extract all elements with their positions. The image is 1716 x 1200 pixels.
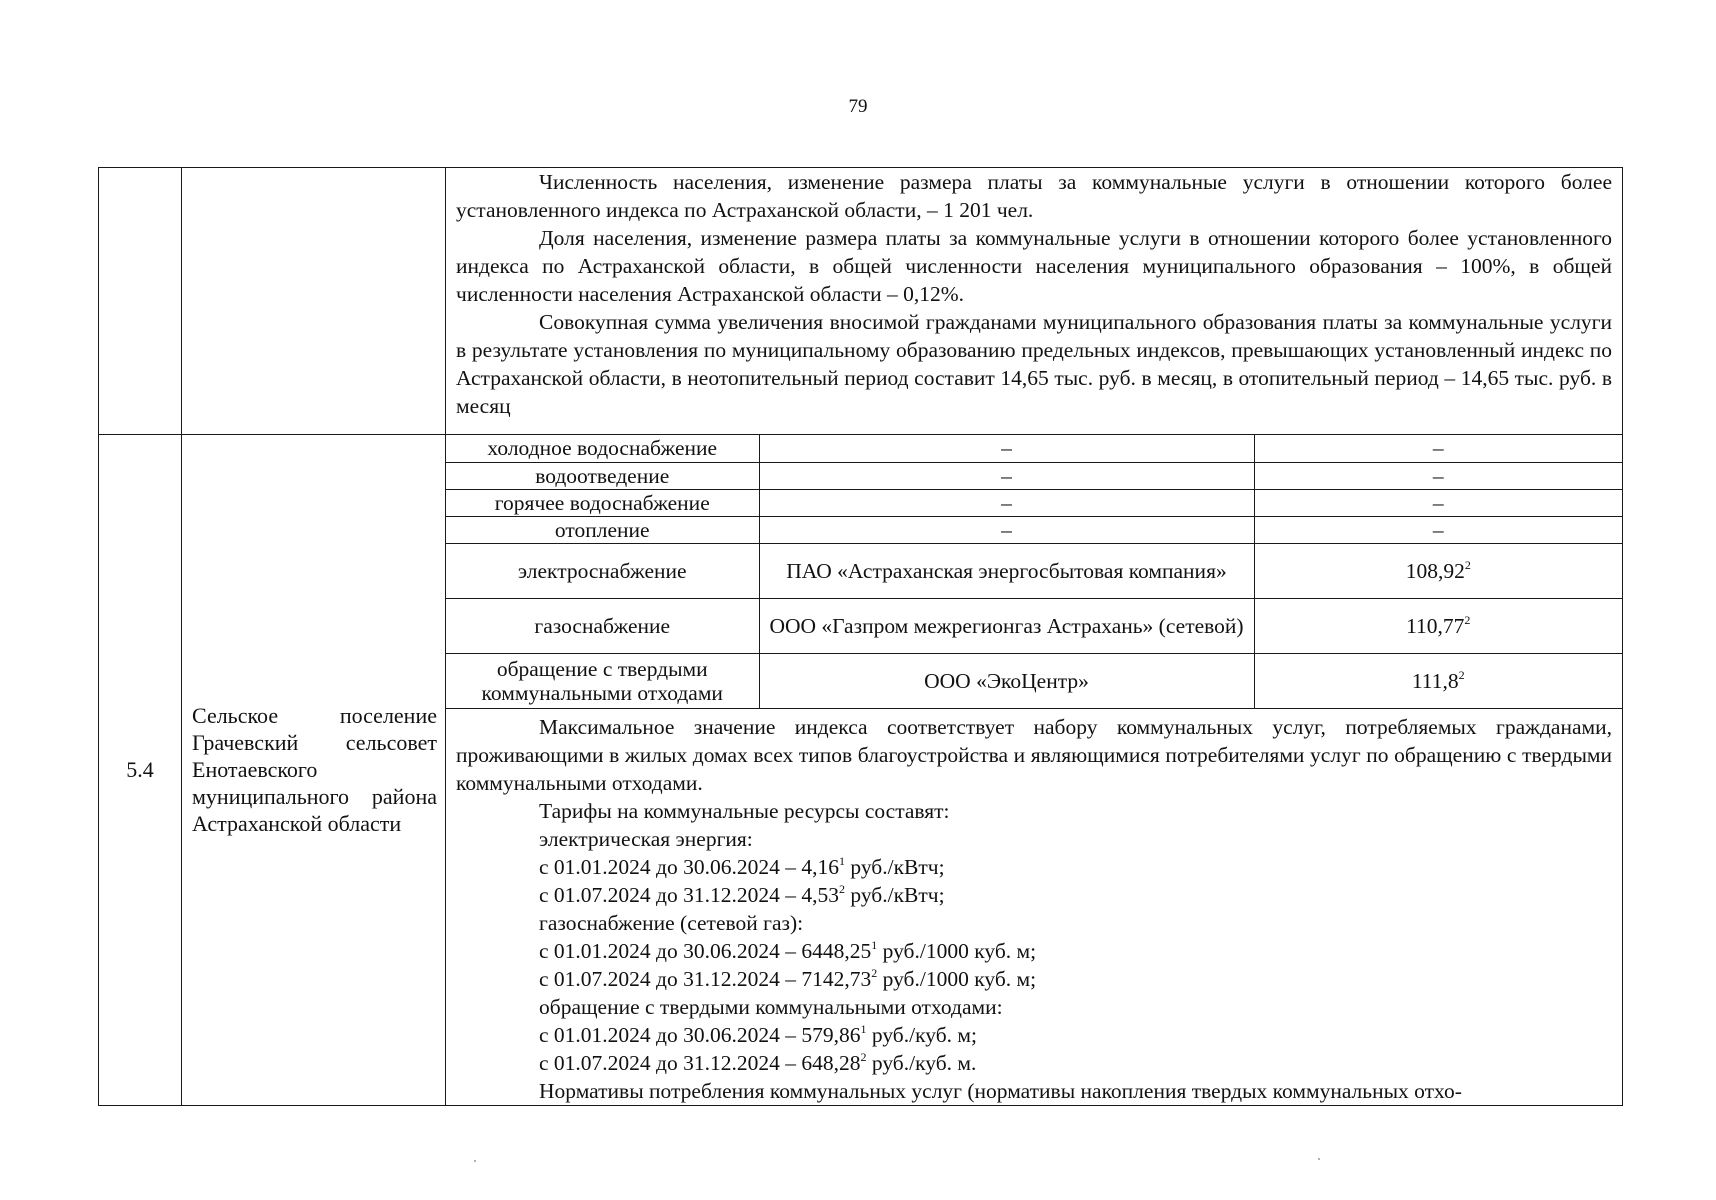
service-index: – xyxy=(1254,516,1622,543)
service-provider: – xyxy=(759,489,1254,516)
service-row xyxy=(446,435,1622,462)
empty-name-cell xyxy=(182,168,446,435)
service-name: холодное водоснабжение xyxy=(446,435,759,462)
footnote-mark: 2 xyxy=(1458,667,1465,682)
index-value: 111,8 xyxy=(1411,668,1459,693)
tariff-line: обращение с твердыми коммунальными отходами: xyxy=(539,994,1003,1019)
service-provider: – xyxy=(759,516,1254,543)
tariff-line: с 01.07.2024 до 31.12.2024 – 4,53$^2$ руб./кВтч; xyxy=(539,881,945,907)
service-name: газоснабжение xyxy=(446,598,759,653)
service-row xyxy=(446,462,1622,489)
tariffs-heading: Тарифы на коммунальные ресурсы составят: xyxy=(539,798,950,823)
total-increase-paragraph: Совокупная сумма увеличения вносимой гражданами муниципального образования платы за коммунальные услуги в результате установления по муниципальному образованию предельных индексов, превышающих установленный индекс по Астраханской области, в неотопительный период составит 14,65 тыс. руб. в месяц, в отопительный период – 14,65 тыс. руб. в месяц xyxy=(456,310,1612,418)
tariff-line: с 01.01.2024 до 30.06.2024 – 579,86$^1$ руб./куб. м; xyxy=(539,1021,977,1047)
empty-number-cell xyxy=(99,168,182,435)
tariff-line: с 01.01.2024 до 30.06.2024 – 4,16$^1$ руб./кВтч; xyxy=(539,853,945,879)
service-index: – xyxy=(1254,462,1622,489)
service-provider: ООО «ЭкоЦентр» xyxy=(759,653,1254,708)
municipality-name: Сельское поселение Грачевский сельсовет Енотаевского муниципального района Астраханской области xyxy=(192,703,437,837)
norms-paragraph-start: Нормативы потребления коммунальных услуг (нормативы накопления твердых коммунальных отхо- xyxy=(539,1078,1462,1103)
service-row xyxy=(446,653,1622,708)
services-table xyxy=(446,435,1622,709)
tariff-line: с 01.07.2024 до 31.12.2024 – 648,28$^2$ руб./куб. м. xyxy=(539,1049,977,1075)
service-provider: ПАО «Астраханская энергосбытовая компания» xyxy=(759,543,1254,598)
index-value: 108,92 xyxy=(1405,558,1465,583)
population-paragraph: Численность населения, изменение размера платы за коммунальные услуги в отношении которого более установленного индекса по Астраханской области, – 1 201 чел. xyxy=(456,170,1612,222)
continuation-text-cell xyxy=(446,168,1623,435)
service-name: электроснабжение xyxy=(446,543,759,598)
table-row-continuation xyxy=(99,168,1623,435)
tariff-line: с 01.07.2024 до 31.12.2024 – 7142,73$^2$ руб./1000 куб. м; xyxy=(539,965,1037,991)
max-index-paragraph: Максимальное значение индекса соответствует набору коммунальных услуг, потребляемых гражданами, проживающими в жилых домах всех типов благоустройства и являющимися потребителями услуг по обращению с твердыми коммунальными отходами. xyxy=(456,714,1612,795)
tariff-line: с 01.01.2024 до 30.06.2024 – 6448,25$^1$ руб./1000 куб. м; xyxy=(539,937,1037,963)
service-name: горячее водоснабжение xyxy=(446,489,759,516)
page-number: 79 xyxy=(848,96,868,117)
service-row xyxy=(446,516,1622,543)
service-index xyxy=(1254,598,1622,653)
main-table xyxy=(98,167,1623,1106)
service-name: обращение с твердыми коммунальными отходами xyxy=(446,653,759,708)
service-provider: – xyxy=(759,462,1254,489)
index-value: 110,77 xyxy=(1406,613,1465,638)
tariff-line: газоснабжение (сетевой газ): xyxy=(539,910,804,935)
table-row-5-4 xyxy=(99,435,1623,1106)
service-row xyxy=(446,543,1622,598)
tariff-line: электрическая энергия: xyxy=(539,826,753,851)
footnote-mark: 2 xyxy=(1464,612,1471,627)
service-row xyxy=(446,598,1622,653)
service-index: – xyxy=(1254,489,1622,516)
municipality-name-cell xyxy=(182,435,446,1106)
service-name: отопление xyxy=(446,516,759,543)
service-index xyxy=(1254,543,1622,598)
service-row xyxy=(446,489,1622,516)
service-provider: ООО «Газпром межрегионгаз Астрахань» (сетевой) xyxy=(759,598,1254,653)
services-cell xyxy=(446,435,1623,1106)
scan-speck xyxy=(474,1160,476,1162)
row-number: 5.4 xyxy=(99,435,182,1106)
footnote-mark: 2 xyxy=(1464,557,1471,572)
service-index xyxy=(1254,653,1622,708)
service-provider: – xyxy=(759,435,1254,462)
scan-speck xyxy=(1318,1158,1320,1160)
service-name: водоотведение xyxy=(446,462,759,489)
population-share-paragraph: Доля населения, изменение размера платы за коммунальные услуги в отношении которого более установленного индекса по Астраханской области, в общей численности населения муниципального образования – 100%, в общей численности населения Астраханской области – 0,12%. xyxy=(456,226,1612,306)
service-index: – xyxy=(1254,435,1622,462)
tariffs-block xyxy=(446,709,1622,1105)
